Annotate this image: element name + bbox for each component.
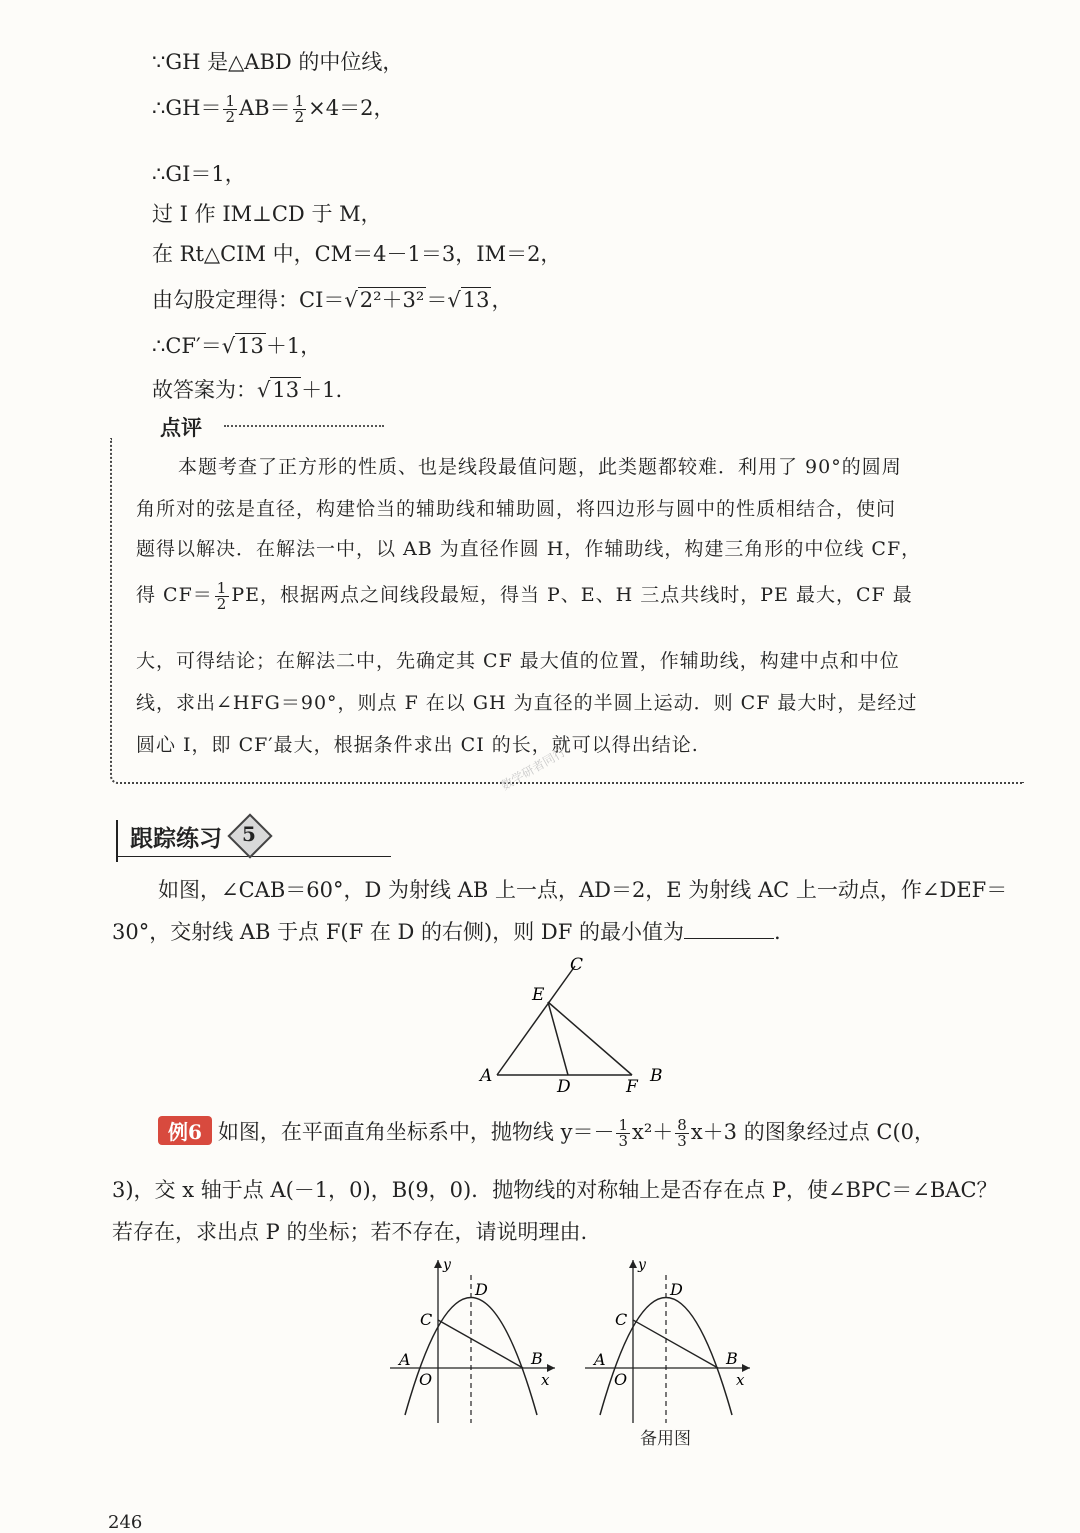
sqrt-sign: √ xyxy=(344,288,358,312)
gh-mid: AB＝ xyxy=(239,96,291,120)
example-line-2: 3)，交 x 轴于点 A(－1，0)，B(9，0)．抛物线的对称轴上是否存在点 P，使∠BPC＝∠BAC？ xyxy=(112,1178,998,1202)
gh-prefix: ∴GH＝ xyxy=(152,96,222,120)
solution-line-5: 在 Rt△CIM 中，CM＝4－1＝3，IM＝2， xyxy=(152,242,562,266)
review-line-1: 本题考查了正方形的性质、也是线段最值问题，此类题都较难．利用了 90°的圆周 xyxy=(178,456,902,478)
pythag-radicand: 2²＋3² xyxy=(359,288,425,312)
svg-text:O: O xyxy=(614,1370,628,1389)
practice-line-1: 如图，∠CAB＝60°，D 为射线 AB 上一点，AD＝2，E 为射线 AC 上一动点，作∠DEF＝ xyxy=(158,878,1008,902)
svg-text:A: A xyxy=(594,1350,606,1369)
practice-number: 5 xyxy=(242,822,256,846)
label-E: E xyxy=(532,985,545,1005)
gh-tail: ×4＝2， xyxy=(308,96,395,120)
review-line-7: 圆心 I，即 CF′最大，根据条件求出 CI 的长，就可以得出结论. xyxy=(136,734,699,756)
solution-line-3: ∴GI＝1， xyxy=(152,162,246,186)
practice-line-2: 30°，交射线 AB 于点 F(F 在 D 的右侧)，则 DF 的最小值为 . xyxy=(112,920,781,944)
label-A: A xyxy=(480,1066,493,1086)
label-B: B xyxy=(650,1066,663,1086)
graph-caption: 备用图 xyxy=(640,1429,691,1449)
sqrt-sign-2: √ xyxy=(447,288,461,312)
svg-text:C: C xyxy=(615,1310,628,1329)
practice-figure xyxy=(470,950,670,1100)
review-title: 点评 xyxy=(160,415,202,440)
pythag-eq: ＝ xyxy=(426,288,448,312)
page-number: 246 xyxy=(108,1512,143,1533)
svg-text:B: B xyxy=(726,1349,738,1368)
svg-text:D: D xyxy=(475,1280,488,1299)
solution-line-1: ∵GH 是△ABD 的中位线， xyxy=(152,50,404,74)
solution-line-8: 故答案为：√13＋1. xyxy=(152,378,343,402)
svg-text:D: D xyxy=(670,1280,683,1299)
solution-line-2 xyxy=(152,92,394,125)
svg-text:B: B xyxy=(531,1349,543,1368)
example-frac-2: $\frac{8}{3}$ xyxy=(677,1116,687,1150)
label-F: F xyxy=(626,1077,638,1097)
solution-line-7: ∴CF′＝√13＋1， xyxy=(152,334,322,358)
review-half-fraction: $\frac{1}{2}$ xyxy=(216,578,228,613)
sqrt13: 13 xyxy=(462,288,490,312)
svg-text:O: O xyxy=(419,1370,433,1389)
example-line-3: 若存在，求出点 P 的坐标；若不存在，请说明理由. xyxy=(112,1220,588,1244)
pythag-prefix: 由勾股定理得：CI＝ xyxy=(152,288,345,312)
example-line-1: 例6 如图，在平面直角坐标系中，抛物线 y＝－ $\frac{1}{3}$ x²＋ $\frac{8}{3}$ x＋3 的图象经过点 C(0， xyxy=(158,1116,935,1149)
practice-title: 跟踪练习 xyxy=(130,825,222,852)
review-line-4: 得 CF＝ $\frac{1}{2}$ PE，根据两点之间线段最短，得当 P、E、H 三点共线时，PE 最大，CF 最 xyxy=(136,578,913,613)
svg-text:y: y xyxy=(443,1257,451,1273)
svg-text:C: C xyxy=(420,1310,433,1329)
solution-line-6: 由勾股定理得：CI＝√2²＋3²＝√13， xyxy=(152,288,513,312)
sqrt13-c: 13 xyxy=(272,378,300,402)
parabola-graph-1 xyxy=(385,1255,565,1425)
review-line-3: 题得以解决．在解法一中，以 AB 为直径作圆 H，作辅助线，构建三角形的中位线 CF， xyxy=(136,538,922,560)
review-line-2: 角所对的弦是直径，构建恰当的辅助线和辅助圆，将四边形与圆中的性质相结合，使问 xyxy=(136,498,897,520)
svg-text:A: A xyxy=(399,1350,411,1369)
watermark: 数学研者同行 xyxy=(498,744,568,793)
example-frac-1: $\frac{1}{3}$ xyxy=(618,1116,629,1150)
svg-text:x: x xyxy=(736,1371,745,1389)
svg-text:y: y xyxy=(638,1257,646,1273)
half-fraction-1: $\frac{1}{2}$ xyxy=(225,92,235,126)
review-line-6: 线，求出∠HFG＝90°，则点 F 在以 GH 为直径的半圆上运动．则 CF 最大时，是经过 xyxy=(136,692,918,714)
review-title-dots xyxy=(224,425,384,427)
half-fraction-2: $\frac{1}{2}$ xyxy=(294,92,305,126)
answer-blank[interactable] xyxy=(684,920,774,939)
label-D: D xyxy=(557,1077,571,1097)
label-C: C xyxy=(570,955,584,975)
sqrt13-b: 13 xyxy=(237,334,264,358)
solution-line-4: 过 I 作 IM⊥CD 于 M， xyxy=(152,202,382,226)
svg-text:x: x xyxy=(541,1371,550,1389)
review-line-5: 大，可得结论；在解法二中，先确定其 CF 最大值的位置，作辅助线，构建中点和中位 xyxy=(136,650,900,672)
parabola-graph-2 xyxy=(580,1255,760,1425)
example-badge: 例6 xyxy=(158,1116,212,1145)
